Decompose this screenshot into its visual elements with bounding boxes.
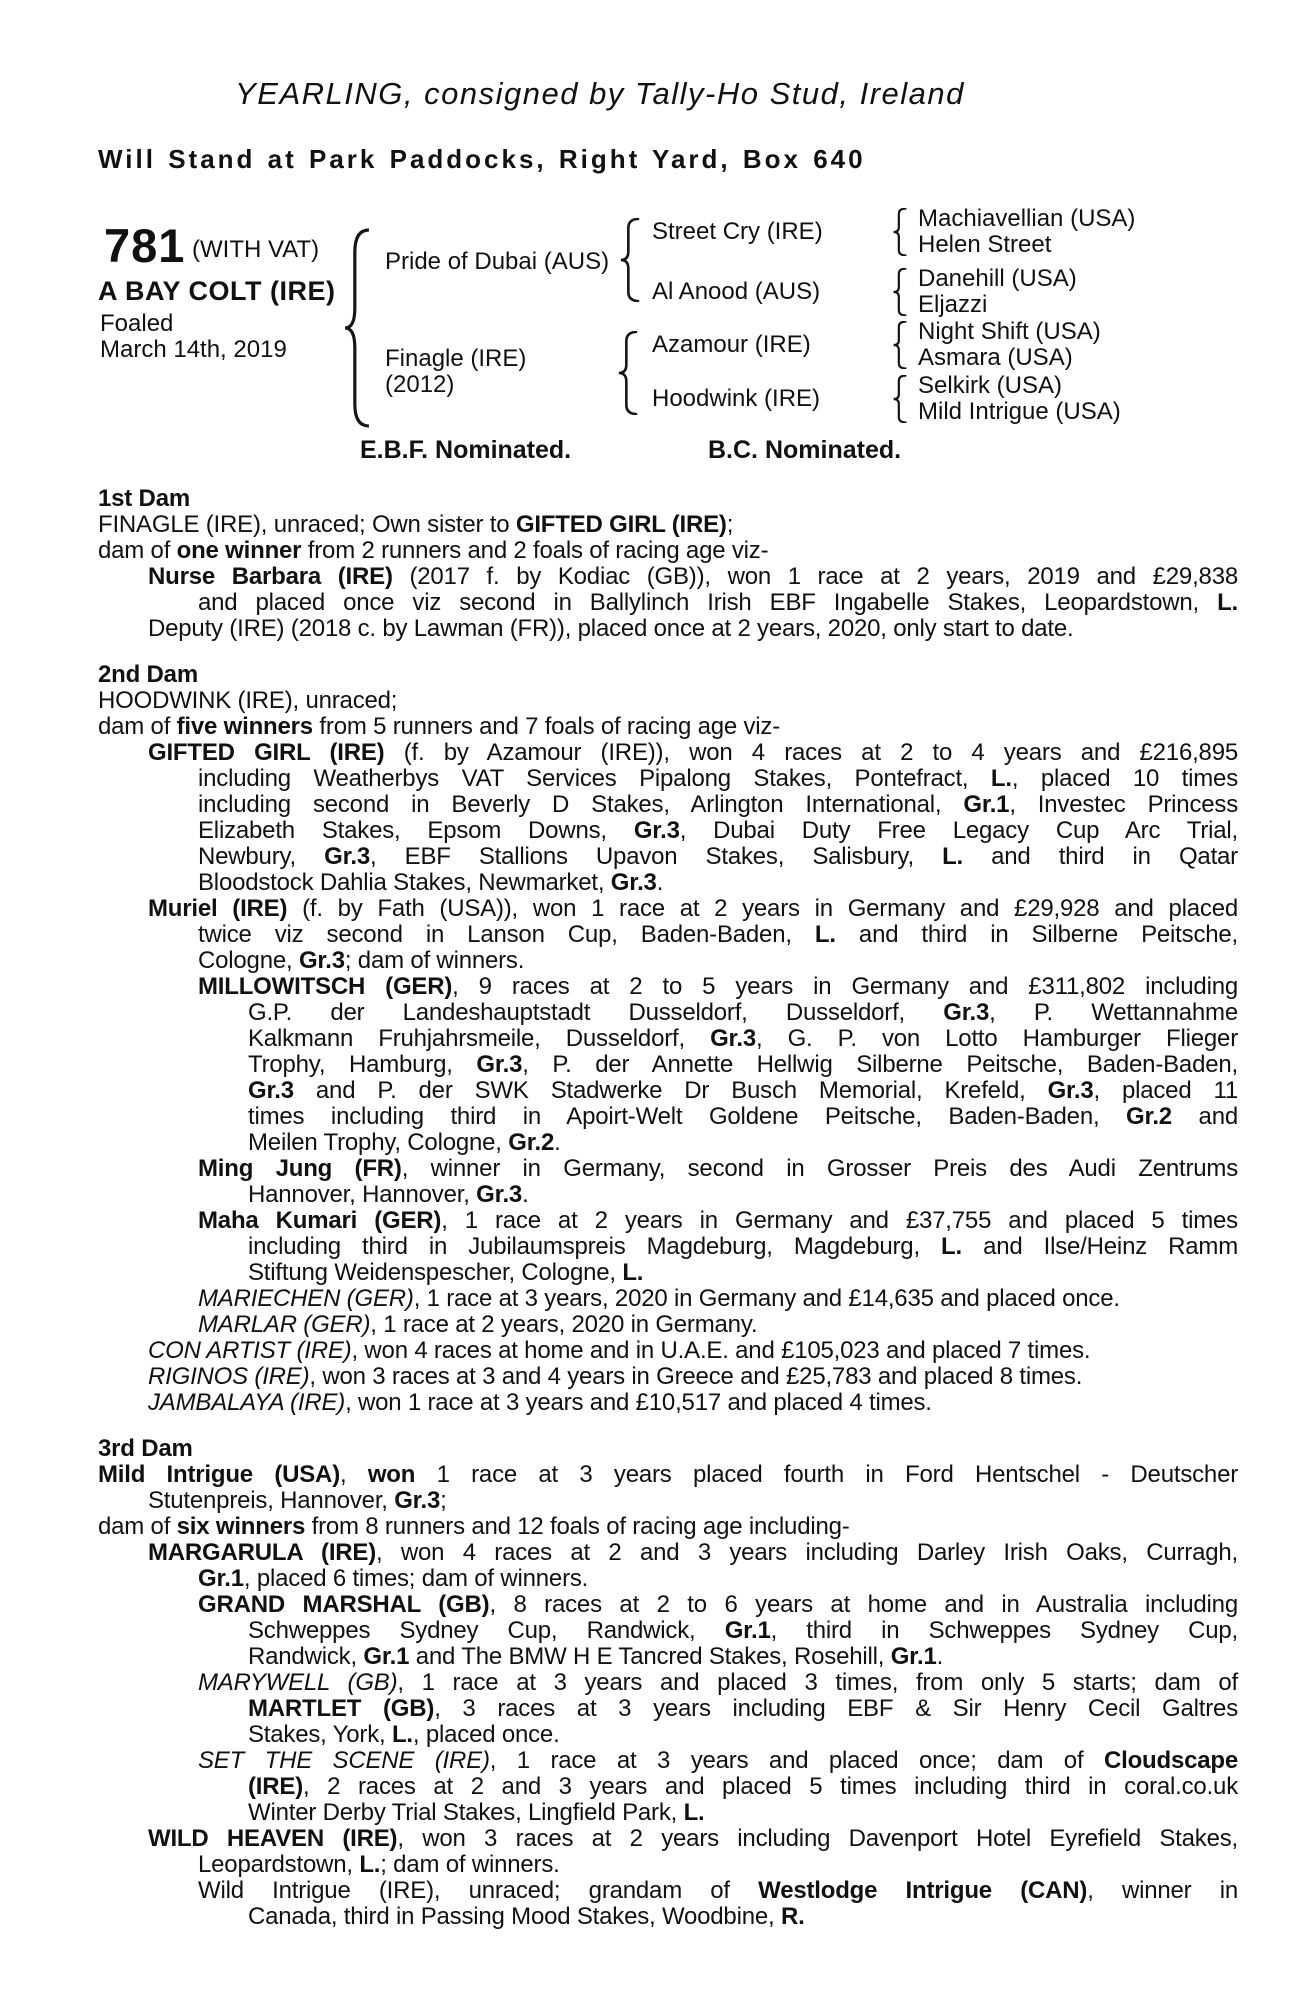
pedigree-brace-icon xyxy=(620,218,640,302)
foaled-date: March 14th, 2019 xyxy=(100,336,287,363)
dam-section xyxy=(98,486,1238,642)
pedigree-sire-sire: Street Cry (IRE) xyxy=(652,218,823,245)
pedigree-brace-icon xyxy=(893,321,907,369)
pedigree-text-line: Deputy (IRE) (2018 c. by Lawman (FR)), placed once at 2 years, 2020, only start to date. xyxy=(148,615,1074,642)
pedigree-text-line: Bloodstock Dahlia Stakes, Newmarket, Gr.3. xyxy=(198,869,664,896)
pedigree-text-line: Elizabeth Stakes, Epsom Downs, Gr.3, Dubai Duty Free Legacy Cup Arc Trial, xyxy=(198,817,1238,844)
dam-sections xyxy=(98,486,1238,1930)
pedigree-text-line: Meilen Trophy, Cologne, Gr.2. xyxy=(248,1129,561,1156)
pedigree-text-line: MARTLET (GB), 3 races at 3 years including EBF & Sir Henry Cecil Galtres xyxy=(248,1695,1238,1722)
pedigree-text-line: including third in Jubilaumspreis Magdeburg, Magdeburg, L. and Ilse/Heinz Ramm xyxy=(248,1233,1238,1260)
pedigree-text-line: dam of one winner from 2 runners and 2 foals of racing age viz- xyxy=(98,537,769,564)
pedigree-text-line: SET THE SCENE (IRE), 1 race at 3 years and placed once; dam of Cloudscape xyxy=(198,1747,1239,1774)
pedigree-text-line: GRAND MARSHAL (GB), 8 races at 2 to 6 years at home and in Australia including xyxy=(198,1591,1238,1618)
pedigree-text-line: Winter Derby Trial Stakes, Lingfield Park, L. xyxy=(248,1799,705,1826)
pedigree-ancestor: Eljazzi xyxy=(918,291,988,318)
pedigree-ancestor: Danehill (USA) xyxy=(918,265,1077,292)
dam-section xyxy=(98,1436,1238,1930)
pedigree-text-line: CON ARTIST (IRE), won 4 races at home and in U.A.E. and £105,023 and placed 7 times. xyxy=(148,1337,1091,1364)
pedigree-text-line: Gr.1, placed 6 times; dam of winners. xyxy=(198,1565,589,1592)
pedigree-text-line: times including third in Apoirt-Welt Goldene Peitsche, Baden-Baden, Gr.2 and xyxy=(248,1103,1238,1130)
pedigree-ancestor: Helen Street xyxy=(918,231,1052,258)
pedigree-text-line: Nurse Barbara (IRE) (2017 f. by Kodiac (GB)), won 1 race at 2 years, 2019 and £29,838 xyxy=(148,563,1238,590)
pedigree-ancestor: Machiavellian (USA) xyxy=(918,205,1136,232)
lot-number: 781 xyxy=(104,219,186,272)
ebf-nominated-label: E.B.F. Nominated. xyxy=(360,436,572,464)
pedigree-text-line: Newbury, Gr.3, EBF Stallions Upavon Stakes, Salisbury, L. and third in Qatar xyxy=(198,843,1238,870)
pedigree-text-line: MARIECHEN (GER), 1 race at 3 years, 2020 in Germany and £14,635 and placed once. xyxy=(198,1285,1120,1312)
pedigree-ancestor: Mild Intrigue (USA) xyxy=(918,398,1121,425)
pedigree-text-line: RIGINOS (IRE), won 3 races at 3 and 4 years in Greece and £25,783 and placed 8 times. xyxy=(148,1363,1083,1390)
stand-location-line: Will Stand at Park Paddocks, Right Yard, Box 640 xyxy=(98,144,866,174)
pedigree-text-line: Stakes, York, L., placed once. xyxy=(248,1721,560,1748)
pedigree-brace-icon xyxy=(893,375,907,423)
pedigree-brace-icon xyxy=(344,228,370,428)
pedigree-text-line: Stutenpreis, Hannover, Gr.3; xyxy=(148,1487,447,1514)
page-title: YEARLING, consigned by Tally-Ho Stud, Ireland xyxy=(235,76,965,111)
pedigree-text-line: dam of five winners from 5 runners and 7 foals of racing age viz- xyxy=(98,713,781,740)
pedigree-text-line: Canada, third in Passing Mood Stakes, Woodbine, R. xyxy=(248,1903,805,1930)
pedigree-text-line: including second in Beverly D Stakes, Arlington International, Gr.1, Investec Princess xyxy=(198,791,1238,818)
pedigree-text-line: Wild Intrigue (IRE), unraced; grandam of Westlodge Intrigue (CAN), winner in xyxy=(198,1877,1238,1904)
pedigree-dam-dam: Hoodwink (IRE) xyxy=(652,385,821,412)
pedigree-text-line: GIFTED GIRL (IRE) (f. by Azamour (IRE)), won 4 races at 2 to 4 years and £216,895 xyxy=(148,739,1238,766)
pedigree-sire: Pride of Dubai (AUS) xyxy=(385,248,610,275)
pedigree-text-line: Randwick, Gr.1 and The BMW H E Tancred Stakes, Rosehill, Gr.1. xyxy=(248,1643,944,1670)
pedigree-text-line: Hannover, Hannover, Gr.3. xyxy=(248,1181,529,1208)
pedigree-brace-icon xyxy=(893,268,907,316)
pedigree-text-line: MARYWELL (GB), 1 race at 3 years and placed 3 times, from only 5 starts; dam of xyxy=(198,1669,1238,1696)
pedigree-dam-sire: Azamour (IRE) xyxy=(652,331,811,358)
pedigree-text-line: Leopardstown, L.; dam of winners. xyxy=(198,1851,560,1878)
foaled-label: Foaled xyxy=(100,310,174,337)
dam-section xyxy=(98,662,1238,1416)
bc-nominated-label: B.C. Nominated. xyxy=(708,436,902,464)
pedigree-text-line: Kalkmann Fruhjahrsmeile, Dusseldorf, Gr.3, G. P. von Lotto Hamburger Flieger xyxy=(248,1025,1238,1052)
pedigree-ancestor: Asmara (USA) xyxy=(918,344,1073,371)
pedigree-text-line: G.P. der Landeshauptstadt Dusseldorf, Dusseldorf, Gr.3, P. Wettannahme xyxy=(248,999,1238,1026)
pedigree-text-line: (IRE), 2 races at 2 and 3 years and placed 5 times including third in coral.co.uk xyxy=(248,1773,1238,1800)
pedigree-text-line: MILLOWITSCH (GER), 9 races at 2 to 5 years in Germany and £311,802 including xyxy=(198,973,1239,1000)
pedigree-ancestor: Selkirk (USA) xyxy=(918,372,1063,399)
pedigree-text-line: and placed once viz second in Ballylinch Irish EBF Ingabelle Stakes, Leopardstown, L. xyxy=(198,589,1238,616)
pedigree-text-line: Ming Jung (FR), winner in Germany, second in Grosser Preis des Audi Zentrums xyxy=(198,1155,1238,1182)
pedigree-text-line: Stiftung Weidenspescher, Cologne, L. xyxy=(248,1259,644,1286)
pedigree-text-line: Schweppes Sydney Cup, Randwick, Gr.1, third in Schweppes Sydney Cup, xyxy=(248,1617,1238,1644)
pedigree-brace-icon xyxy=(893,208,907,256)
dam-section-heading: 3rd Dam xyxy=(98,1435,193,1462)
pedigree-text-line: including Weatherbys VAT Services Pipalong Stakes, Pontefract, L., placed 10 times xyxy=(198,765,1239,792)
dam-section-heading: 2nd Dam xyxy=(98,661,198,688)
pedigree-text-line: WILD HEAVEN (IRE), won 3 races at 2 years including Davenport Hotel Eyrefield Stakes, xyxy=(148,1825,1238,1852)
pedigree-text-line: MARGARULA (IRE), won 4 races at 2 and 3 years including Darley Irish Oaks, Curragh, xyxy=(148,1539,1238,1566)
pedigree-dam: Finagle (IRE) xyxy=(385,345,527,372)
pedigree-text-line: dam of six winners from 8 runners and 12 foals of racing age including- xyxy=(98,1513,850,1540)
pedigree-brace-icon xyxy=(618,331,638,415)
pedigree-text-line: JAMBALAYA (IRE), won 1 race at 3 years and £10,517 and placed 4 times. xyxy=(148,1389,932,1416)
pedigree-text-line: Mild Intrigue (USA), won 1 race at 3 years placed fourth in Ford Hentschel - Deutscher xyxy=(98,1461,1239,1488)
pedigree-ancestor: Night Shift (USA) xyxy=(918,318,1101,345)
dam-section-heading: 1st Dam xyxy=(98,485,190,512)
pedigree-text-line: MARLAR (GER), 1 race at 2 years, 2020 in Germany. xyxy=(198,1311,758,1338)
vat-note: (WITH VAT) xyxy=(192,236,320,263)
pedigree-text-line: Cologne, Gr.3; dam of winners. xyxy=(198,947,525,974)
pedigree-text-line: Maha Kumari (GER), 1 race at 2 years in Germany and £37,755 and placed 5 times xyxy=(198,1207,1238,1234)
pedigree-text-line: Trophy, Hamburg, Gr.3, P. der Annette Hellwig Silberne Peitsche, Baden-Baden, xyxy=(248,1051,1238,1078)
pedigree-text-line: HOODWINK (IRE), unraced; xyxy=(98,687,398,714)
pedigree-sire-dam: Al Anood (AUS) xyxy=(652,278,821,305)
pedigree-text-line: twice viz second in Lanson Cup, Baden-Baden, L. and third in Silberne Peitsche, xyxy=(198,921,1239,948)
pedigree-text-line: Muriel (IRE) (f. by Fath (USA)), won 1 race at 2 years in Germany and £29,928 and placed xyxy=(148,895,1238,922)
pedigree-text-line: FINAGLE (IRE), unraced; Own sister to GIFTED GIRL (IRE); xyxy=(98,511,734,538)
pedigree-dam-year: (2012) xyxy=(385,371,455,398)
horse-description: A BAY COLT (IRE) xyxy=(98,276,336,306)
pedigree-text-line: Gr.3 and P. der SWK Stadwerke Dr Busch Memorial, Krefeld, Gr.3, placed 11 xyxy=(248,1077,1238,1104)
